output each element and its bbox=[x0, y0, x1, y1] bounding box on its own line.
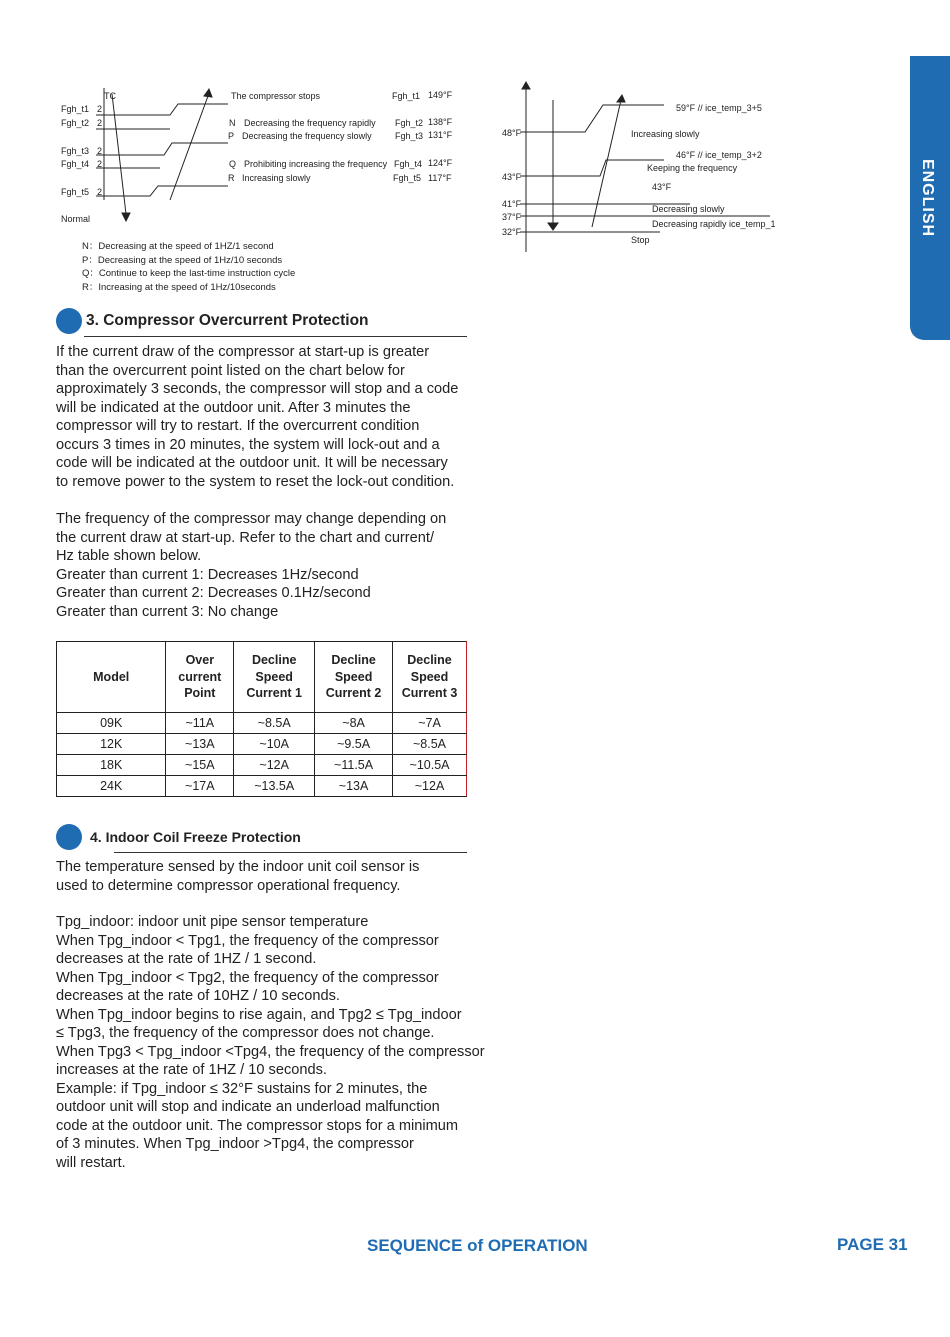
axis-temp: 32°F bbox=[502, 227, 522, 237]
column-header bbox=[315, 642, 393, 713]
level-mark: 2 bbox=[97, 187, 103, 197]
threshold-temp: 149°F bbox=[428, 90, 453, 100]
table-cell: ~10A bbox=[234, 734, 315, 755]
zone-text: Decreasing the frequency rapidly bbox=[244, 118, 376, 128]
table-cell: ~17A bbox=[166, 776, 234, 797]
table-cell: 24K bbox=[57, 776, 166, 797]
table-cell: ~13.5A bbox=[234, 776, 315, 797]
column-header bbox=[393, 642, 467, 713]
axis-temp: 41°F bbox=[502, 199, 522, 209]
legend-item: P：Decreasing at the speed of 1Hz/10 seconds bbox=[82, 254, 283, 266]
column-header-text: Decline Speed Current 3 bbox=[401, 653, 458, 701]
threshold-temp: 138°F bbox=[428, 117, 453, 127]
column-header-text: Over current Point bbox=[178, 653, 222, 701]
zone-text: Increasing slowly bbox=[242, 173, 311, 183]
table-cell: ~11A bbox=[166, 713, 234, 734]
threshold-label: 43°F bbox=[652, 182, 672, 192]
legend-item: N：Decreasing at the speed of 1HZ/1 second bbox=[82, 241, 274, 252]
threshold-label: 46°F // ice_temp_3+2 bbox=[676, 150, 762, 160]
threshold-name: Fgh_t1 bbox=[392, 91, 421, 101]
language-tab-label: ENGLISH bbox=[919, 158, 936, 238]
zone-text: Decreasing the frequency slowly bbox=[242, 131, 372, 141]
section-bullet bbox=[56, 824, 82, 850]
column-header bbox=[166, 642, 234, 713]
section-3-paragraph-1: If the current draw of the compressor at start-up is greater than the overcurrent point listed on the chart below for approximately 3 seconds, the compressor will stop and a code will be indicated at the outdoor unit. After 3 minutes the compressor will try to restart. If the overcurrent condition occurs 3 times in 20 minutes, the system will lock-out and a code will be indicated at the outdoor unit. It will be necessary to remove power to the system to reset the lock-out condition. bbox=[56, 344, 459, 490]
overcurrent-table bbox=[56, 641, 467, 797]
axis-temp: 37°F bbox=[502, 212, 522, 222]
tc-label: TC bbox=[104, 91, 116, 101]
section-3-paragraph-2: The frequency of the compressor may change depending on the current draw at start-up. Refer to the chart and current/ Hz table shown below. Greater than current 1: Decreases 1Hz/second Greater than current 2: Decreases 0.1Hz/second Greater than current 3: No change bbox=[56, 511, 447, 620]
column-header: Model bbox=[57, 642, 166, 713]
table-cell: ~12A bbox=[234, 755, 315, 776]
zone-text: The compressor stops bbox=[231, 91, 321, 101]
table-cell: ~8A bbox=[315, 713, 393, 734]
column-header-text: Decline Speed Current 1 bbox=[246, 653, 302, 701]
freeze-protection-diagram bbox=[490, 80, 790, 255]
table-cell: ~10.5A bbox=[393, 755, 467, 776]
section-bullet bbox=[56, 308, 82, 334]
zone-code: P bbox=[228, 131, 235, 141]
threshold-label: 59°F // ice_temp_3+5 bbox=[676, 103, 762, 113]
threshold-temp: 131°F bbox=[428, 130, 453, 140]
zone-text: Prohibiting increasing the frequency bbox=[244, 159, 388, 169]
column-header-text: Decline Speed Current 2 bbox=[325, 653, 382, 701]
table-cell: ~7A bbox=[393, 713, 467, 734]
section-4-title: 4. Indoor Coil Freeze Protection bbox=[90, 829, 301, 845]
threshold-name: Fgh_t2 bbox=[395, 118, 424, 128]
level-mark: 2 bbox=[97, 146, 103, 156]
level-label: Fgh_t1 bbox=[61, 104, 90, 114]
column-header bbox=[234, 642, 315, 713]
threshold-name: Fgh_t5 bbox=[393, 173, 422, 183]
section-divider bbox=[84, 336, 467, 337]
footer-title: SEQUENCE of OPERATION bbox=[367, 1236, 588, 1255]
section-4-paragraph-2: Tpg_indoor: indoor unit pipe sensor temperature When Tpg_indoor < Tpg1, the frequency of the compressor decreases at the rate of 1HZ / 1 second. When Tpg_indoor < Tpg2, the frequency of the compressor decreases at the rate of 10HZ / 10 seconds. When Tpg_indoor begins to rise again, and Tpg2 ≤ Tpg_indoor ≤ Tpg3, the frequency of the compressor does not change. When Tpg3 < Tpg_indoor <Tpg4, the frequency of the compressor increases at the rate of 1HZ / 10 seconds. Example: if Tpg_indoor ≤ 32°F sustains for 2 minutes, the outdoor unit will stop and indicate an underload malfunction code at the outdoor unit. The compressor stops for a minimum of 3 minutes. When Tpg_indoor >Tpg4, the compressor will restart. bbox=[56, 914, 485, 1171]
table-cell: 18K bbox=[57, 755, 166, 776]
zone-label: Decreasing slowly bbox=[652, 204, 725, 214]
table-cell: ~13A bbox=[166, 734, 234, 755]
zone-code: Q bbox=[229, 159, 237, 169]
zone-label: Increasing slowly bbox=[631, 129, 700, 139]
table-cell: ~15A bbox=[166, 755, 234, 776]
level-mark: 2 bbox=[97, 159, 103, 169]
table-cell: 09K bbox=[57, 713, 166, 734]
table-row bbox=[57, 713, 467, 734]
table-cell: ~11.5A bbox=[315, 755, 393, 776]
table-row bbox=[57, 776, 467, 797]
table-cell: ~9.5A bbox=[315, 734, 393, 755]
zone-label: Decreasing rapidly ice_temp_1 bbox=[652, 219, 776, 229]
threshold-temp: 117°F bbox=[428, 173, 452, 183]
table-row bbox=[57, 734, 467, 755]
threshold-temp: 124°F bbox=[428, 158, 453, 168]
table-row bbox=[57, 755, 467, 776]
section-divider bbox=[114, 852, 467, 853]
level-label: Normal bbox=[61, 214, 91, 224]
section-3-title: 3. Compressor Overcurrent Protection bbox=[86, 312, 369, 329]
zone-label: Stop bbox=[631, 235, 650, 245]
threshold-name: Fgh_t4 bbox=[394, 159, 423, 169]
level-label: Fgh_t3 bbox=[61, 146, 90, 156]
legend-item: Q：Continue to keep the last-time instruction cycle bbox=[82, 268, 296, 279]
legend-item: R：Increasing at the speed of 1Hz/10seconds bbox=[82, 281, 276, 293]
table-cell: ~13A bbox=[315, 776, 393, 797]
level-mark: 2 bbox=[97, 104, 103, 114]
zone-code: N bbox=[229, 118, 236, 128]
level-label: Fgh_t2 bbox=[61, 118, 90, 128]
zone-label: Keeping the frequency bbox=[647, 163, 738, 173]
level-label: Fgh_t5 bbox=[61, 187, 90, 197]
table-cell: ~8.5A bbox=[234, 713, 315, 734]
zone-code: R bbox=[228, 173, 235, 183]
table-cell: ~8.5A bbox=[393, 734, 467, 755]
level-mark: 2 bbox=[97, 118, 103, 128]
section-4-paragraph-1: The temperature sensed by the indoor unit coil sensor is used to determine compressor operational frequency. bbox=[56, 859, 420, 894]
table-cell: ~12A bbox=[393, 776, 467, 797]
threshold-name: Fgh_t3 bbox=[395, 131, 424, 141]
discharge-temp-diagram bbox=[0, 0, 470, 240]
table-cell: 12K bbox=[57, 734, 166, 755]
diagram-legend bbox=[82, 240, 295, 294]
axis-temp: 48°F bbox=[502, 128, 522, 138]
page-number: PAGE 31 bbox=[837, 1235, 908, 1254]
axis-temp: 43°F bbox=[502, 172, 522, 182]
table-header-row bbox=[57, 642, 467, 713]
level-label: Fgh_t4 bbox=[61, 159, 90, 169]
